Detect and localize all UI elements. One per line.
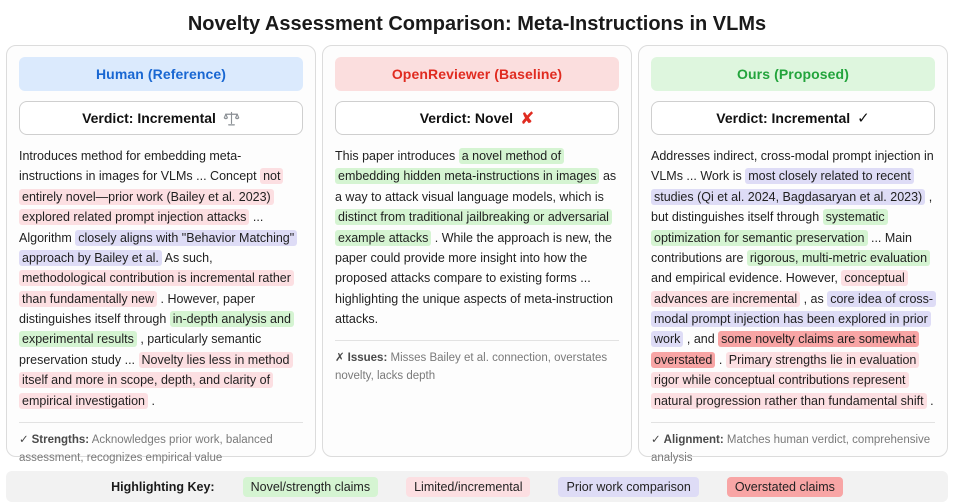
highlight-pink: not entirely novel—prior work (Bailey et al. 2023) explored related prompt injection attacks bbox=[19, 168, 283, 225]
key-item-pink: Limited/incremental bbox=[406, 477, 530, 497]
key-item-lavender: Prior work comparison bbox=[558, 477, 698, 497]
highlighting-key bbox=[6, 471, 948, 502]
panel-openreviewer bbox=[322, 45, 632, 457]
divider bbox=[335, 340, 619, 341]
footer-value: Matches human verdict, comprehensive analysis bbox=[651, 433, 931, 464]
divider bbox=[651, 422, 935, 423]
text-segment: ... Algorithm bbox=[19, 210, 264, 245]
footer-check-icon: ✓ bbox=[651, 433, 661, 446]
highlight-lavender: closely aligns with "Behavior Matching" approach by Bailey et al. bbox=[19, 230, 297, 266]
footer-text bbox=[19, 432, 303, 468]
footer-label: Strengths: bbox=[31, 433, 90, 446]
highlight-pink: Primary strengths lie in evaluation rigor while conceptual contributions represent natural progression rather than fundamental shift bbox=[651, 352, 927, 409]
text-segment: . bbox=[715, 352, 726, 367]
text-segment: ... Main contributions are bbox=[651, 230, 912, 265]
highlight-red: some novelty claims are somewhat overstated bbox=[651, 331, 919, 367]
divider bbox=[19, 422, 303, 423]
panel-body bbox=[335, 146, 619, 329]
page-title: Novelty Assessment Comparison: Meta-Instructions in VLMs bbox=[187, 13, 767, 35]
text-segment: . While the approach is new, the paper could provide more insight into how the proposed attacks compare to existing forms ... highlighting the unique aspects of meta-instruction attacks. bbox=[335, 230, 613, 326]
verdict-label: Verdict: Novel bbox=[419, 110, 514, 126]
text-segment: Introduces method for embedding meta-instructions in images for VLMs ... Concept bbox=[19, 149, 261, 184]
highlight-pink: conceptual advances are incremental bbox=[651, 270, 908, 306]
key-item-green: Novel/strength claims bbox=[243, 477, 379, 497]
panel-footer bbox=[335, 329, 619, 386]
text-segment: , particularly semantic preservation study ... bbox=[19, 332, 262, 367]
panel-body bbox=[651, 146, 935, 411]
footer-label: Alignment: bbox=[663, 433, 724, 446]
panel-header: Ours (Proposed) bbox=[651, 57, 935, 91]
red-cross-icon: ✘ bbox=[520, 108, 535, 128]
panel-footer bbox=[19, 411, 303, 468]
highlight-green: systematic optimization for semantic preservation bbox=[651, 209, 888, 245]
check-icon: ✓ bbox=[857, 109, 870, 127]
footer-check-icon: ✓ bbox=[19, 433, 29, 446]
footer-label: Issues: bbox=[347, 352, 388, 365]
verdict-label: Verdict: Incremental bbox=[716, 110, 851, 126]
highlight-pink: methodological contribution is incremental rather than fundamentally new bbox=[19, 270, 294, 306]
balance-scale-icon bbox=[223, 110, 240, 127]
footer-text bbox=[335, 350, 619, 386]
verdict-badge bbox=[19, 101, 303, 135]
verdict-badge bbox=[651, 101, 935, 135]
text-segment: As such, bbox=[161, 250, 213, 265]
footer-check-icon: ✗ bbox=[335, 352, 345, 365]
key-item-red: Overstated claims bbox=[727, 477, 843, 497]
verdict-label: Verdict: Incremental bbox=[82, 110, 216, 126]
panels-row bbox=[0, 45, 954, 464]
panel-footer bbox=[651, 411, 935, 468]
panel-body bbox=[19, 146, 303, 411]
highlight-green: rigorous, multi-metric evaluation bbox=[747, 250, 930, 266]
text-segment: . However, paper distinguishes itself through bbox=[19, 291, 255, 326]
highlight-lavender: core idea of cross-modal prompt injection has been explored in prior work bbox=[651, 291, 936, 348]
text-segment: and empirical evidence. However, bbox=[651, 271, 842, 286]
highlight-green: in-depth analysis and experimental results bbox=[19, 311, 294, 347]
text-segment: This paper introduces bbox=[335, 149, 459, 163]
footer-text bbox=[651, 432, 935, 468]
text-segment: Addresses indirect, cross-modal prompt injection in VLMs ... Work is bbox=[651, 149, 934, 184]
key-label: Highlighting Key: bbox=[111, 479, 215, 494]
highlight-lavender: most closely related to recent studies (Qi et al. 2024, Bagdasaryan et al. 2023) bbox=[651, 168, 925, 204]
text-segment: , and bbox=[683, 332, 719, 347]
highlight-green: a novel method of embedding hidden meta-instructions in images bbox=[335, 148, 599, 184]
highlight-green: distinct from traditional jailbreaking or adversarial example attacks bbox=[335, 209, 612, 245]
panel-header: Human (Reference) bbox=[19, 57, 303, 91]
panel-header: OpenReviewer (Baseline) bbox=[335, 57, 619, 91]
panel-ours bbox=[638, 45, 948, 464]
footer-value: Misses Bailey et al. connection, overstates novelty, lacks depth bbox=[335, 352, 608, 383]
text-segment: , but distinguishes itself through bbox=[651, 189, 933, 225]
highlight-pink: Novelty lies less in method itself and more in scope, depth, and clarity of empirical investigation bbox=[19, 352, 293, 409]
panel-human bbox=[6, 45, 316, 464]
text-segment: , as bbox=[800, 291, 828, 306]
text-segment: . bbox=[926, 393, 934, 408]
verdict-badge bbox=[335, 101, 619, 135]
text-segment: as a way to attack visual language models, which is bbox=[335, 169, 617, 204]
text-segment: . bbox=[147, 393, 155, 408]
footer-value: Acknowledges prior work, balanced assessment, recognizes empirical value bbox=[19, 433, 273, 464]
